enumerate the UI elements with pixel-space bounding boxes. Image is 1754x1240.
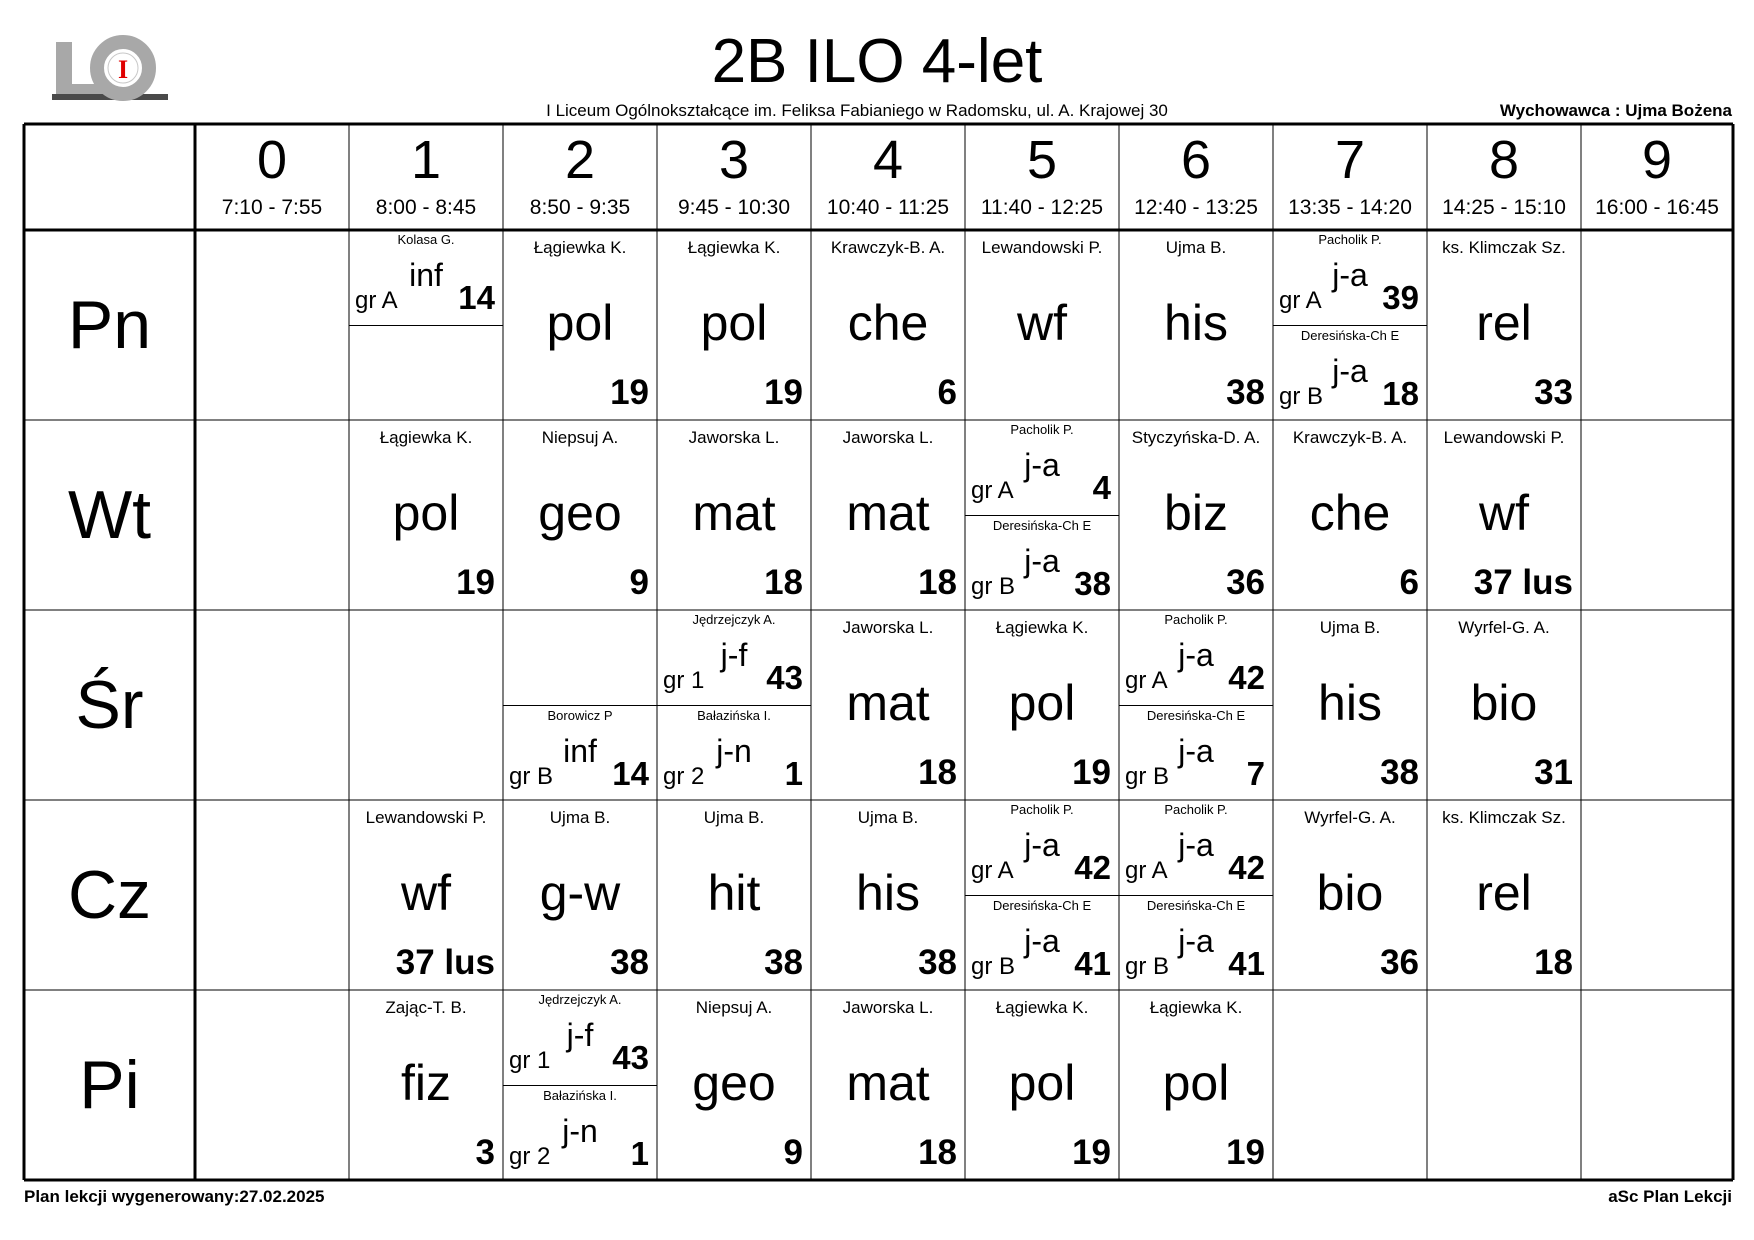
lesson-cell xyxy=(811,990,965,1180)
lesson-teacher: Jaworska L. xyxy=(688,428,780,447)
period-number: 4 xyxy=(872,130,904,190)
svg-text:I: I xyxy=(117,55,129,84)
lesson-subject: g-w xyxy=(539,865,621,921)
lesson-group: gr A xyxy=(1125,667,1168,694)
lesson-room: 31 xyxy=(1534,753,1573,792)
lesson-cell xyxy=(1273,610,1427,800)
lesson-group: gr A xyxy=(971,477,1014,504)
lesson-subject: inf xyxy=(409,257,443,293)
lesson-group: gr 1 xyxy=(509,1047,551,1074)
lesson-cell xyxy=(349,420,503,610)
lesson-subject: j-f xyxy=(566,1017,594,1053)
period-header xyxy=(1119,124,1273,230)
lesson-subject: pol xyxy=(700,295,768,351)
lesson-room: 18 xyxy=(918,1133,957,1172)
lesson-group: gr B xyxy=(1279,383,1324,410)
group-slot-bottom xyxy=(657,705,811,801)
lesson-group: gr A xyxy=(971,857,1014,884)
lesson-room: 19 xyxy=(456,563,495,602)
lesson-teacher: Pacholik P. xyxy=(1318,232,1382,247)
lesson-subject: hit xyxy=(707,865,761,921)
group-slot-top xyxy=(965,420,1119,515)
lesson-cell xyxy=(349,230,503,420)
day-label: Pn xyxy=(67,287,152,363)
period-time: 11:40 - 12:25 xyxy=(980,196,1104,219)
lesson-subject: geo xyxy=(692,1055,776,1111)
group-slot-top xyxy=(965,800,1119,895)
lesson-cell xyxy=(503,610,657,800)
group-slot-top xyxy=(349,230,503,325)
lesson-cell xyxy=(811,230,965,420)
lesson-cell xyxy=(965,420,1119,610)
lesson-subject: j-a xyxy=(1024,827,1060,863)
lesson-subject: j-a xyxy=(1332,353,1368,389)
lesson-cell xyxy=(1119,230,1273,420)
period-time: 12:40 - 13:25 xyxy=(1134,196,1258,219)
lesson-subject: j-a xyxy=(1178,733,1214,769)
lesson-room: 42 xyxy=(1228,849,1265,886)
lesson-group: gr B xyxy=(971,953,1016,980)
lesson-room: 18 xyxy=(918,563,957,602)
lesson-subject: pol xyxy=(546,295,614,351)
day-label-cell xyxy=(24,420,195,610)
lesson-teacher: Łągiewka K. xyxy=(533,238,627,257)
lesson-teacher: Lewandowski P. xyxy=(1443,428,1565,447)
lesson-teacher: Wyrfel-G. A. xyxy=(1304,808,1396,827)
lesson-teacher: Wyrfel-G. A. xyxy=(1458,618,1550,637)
period-number: 7 xyxy=(1334,130,1366,190)
lesson-cell xyxy=(657,990,811,1180)
lesson-room: 42 xyxy=(1074,849,1111,886)
lesson-cell xyxy=(1119,800,1273,990)
period-number: 3 xyxy=(718,130,750,190)
lesson-group: gr B xyxy=(509,763,554,790)
lesson-subject: rel xyxy=(1476,295,1532,351)
lesson-subject: mat xyxy=(692,485,776,541)
lesson-teacher: Łągiewka K. xyxy=(995,998,1089,1017)
lesson-cell xyxy=(1427,800,1581,990)
period-time: 10:40 - 11:25 xyxy=(826,196,950,219)
lesson-room: 41 xyxy=(1228,945,1265,982)
period-number: 2 xyxy=(564,130,596,190)
lesson-room: 7 xyxy=(1246,755,1265,792)
period-header xyxy=(349,124,503,230)
lesson-subject: j-n xyxy=(716,733,752,769)
period-header xyxy=(657,124,811,230)
page-title: 2B ILO 4-let xyxy=(711,27,1043,96)
lesson-group: gr A xyxy=(1125,857,1168,884)
lesson-teacher: Niepsuj A. xyxy=(695,998,773,1017)
day-label-cell xyxy=(24,800,195,990)
lesson-room: 38 xyxy=(610,943,649,982)
period-header xyxy=(503,124,657,230)
lesson-subject: his xyxy=(1318,675,1382,731)
lesson-cell xyxy=(657,230,811,420)
day-label-cell xyxy=(24,610,195,800)
lesson-teacher: Ujma B. xyxy=(703,808,765,827)
lesson-cell xyxy=(965,800,1119,990)
lesson-cell xyxy=(503,230,657,420)
lesson-cell xyxy=(1273,800,1427,990)
lesson-room: 19 xyxy=(610,373,649,412)
lesson-subject: wf xyxy=(1017,295,1067,351)
period-header xyxy=(195,124,349,230)
lesson-cell xyxy=(811,800,965,990)
lesson-teacher: Deresińska-Ch E xyxy=(1146,708,1246,723)
lesson-subject: pol xyxy=(1162,1055,1230,1111)
lesson-room: 38 xyxy=(1074,565,1111,602)
group-slot-bottom xyxy=(965,515,1119,611)
lesson-group: gr B xyxy=(1125,763,1170,790)
lesson-subject: fiz xyxy=(401,1055,451,1111)
lesson-room: 36 xyxy=(1226,563,1265,602)
lesson-teacher: Łągiewka K. xyxy=(379,428,473,447)
lesson-room: 14 xyxy=(612,755,649,792)
lesson-room: 1 xyxy=(630,1135,649,1172)
lesson-room: 38 xyxy=(1226,373,1265,412)
day-label-cell xyxy=(24,990,195,1180)
lesson-teacher: Deresińska-Ch E xyxy=(1146,898,1246,913)
lesson-subject: j-a xyxy=(1178,827,1214,863)
lesson-subject: j-a xyxy=(1024,447,1060,483)
lesson-subject: bio xyxy=(1470,675,1538,731)
lesson-subject: his xyxy=(856,865,920,921)
lesson-cell xyxy=(965,610,1119,800)
lesson-room: 38 xyxy=(918,943,957,982)
lesson-subject: bio xyxy=(1316,865,1384,921)
lesson-teacher: Pacholik P. xyxy=(1010,422,1074,437)
period-header xyxy=(1427,124,1581,230)
lesson-teacher: Ujma B. xyxy=(1165,238,1227,257)
group-slot-top xyxy=(1273,230,1427,325)
lesson-cell xyxy=(1427,610,1581,800)
lesson-room: 18 xyxy=(764,563,803,602)
lesson-subject: mat xyxy=(846,675,930,731)
lesson-room: 18 xyxy=(1382,375,1419,412)
lesson-teacher: Zając-T. B. xyxy=(385,998,467,1017)
lesson-room: 38 xyxy=(1380,753,1419,792)
lesson-subject: pol xyxy=(1008,1055,1076,1111)
group-slot-top xyxy=(1119,800,1273,895)
class-tutor: Wychowawca : Ujma Bożena xyxy=(1499,101,1732,120)
period-header xyxy=(965,124,1119,230)
lesson-group: gr 2 xyxy=(509,1143,551,1170)
lesson-teacher: Deresińska-Ch E xyxy=(992,518,1092,533)
lesson-subject: mat xyxy=(846,485,930,541)
group-slot-bottom xyxy=(349,325,503,421)
lesson-teacher: Kolasa G. xyxy=(397,232,455,247)
lesson-teacher: Lewandowski P. xyxy=(981,238,1103,257)
period-number: 0 xyxy=(256,130,288,190)
group-slot-bottom xyxy=(1119,705,1273,801)
lesson-teacher: ks. Klimczak Sz. xyxy=(1442,238,1566,257)
lesson-cell xyxy=(811,420,965,610)
period-time: 13:35 - 14:20 xyxy=(1288,196,1412,219)
lesson-cell xyxy=(965,990,1119,1180)
lesson-subject: che xyxy=(847,295,929,351)
group-slot-top xyxy=(503,610,657,705)
lesson-cell xyxy=(1273,420,1427,610)
period-number: 8 xyxy=(1488,130,1520,190)
lesson-subject: wf xyxy=(1479,485,1529,541)
group-slot-bottom xyxy=(965,895,1119,991)
period-time: 7:10 - 7:55 xyxy=(221,196,323,219)
lesson-room: 38 xyxy=(764,943,803,982)
lesson-teacher: Ujma B. xyxy=(857,808,919,827)
period-header xyxy=(1581,124,1733,230)
lesson-room: 39 xyxy=(1382,279,1419,316)
lesson-subject: his xyxy=(1164,295,1228,351)
lesson-teacher: Łągiewka K. xyxy=(687,238,781,257)
lesson-teacher: Jaworska L. xyxy=(842,998,934,1017)
lesson-subject: che xyxy=(1309,485,1391,541)
lesson-teacher: Krawczyk-B. A. xyxy=(1292,428,1408,447)
lesson-subject: inf xyxy=(563,733,597,769)
software-name: aSc Plan Lekcji xyxy=(1608,1187,1732,1206)
lesson-subject: j-a xyxy=(1178,923,1214,959)
day-label: Cz xyxy=(67,857,152,933)
lesson-room: 43 xyxy=(766,659,803,696)
lesson-cell xyxy=(1427,420,1581,610)
group-slot-bottom xyxy=(1119,895,1273,991)
period-time: 8:50 - 9:35 xyxy=(529,196,631,219)
lesson-teacher: Styczyńska-D. A. xyxy=(1131,428,1261,447)
lesson-subject: wf xyxy=(401,865,451,921)
lesson-subject: rel xyxy=(1476,865,1532,921)
lesson-cell xyxy=(349,990,503,1180)
lesson-teacher: Krawczyk-B. A. xyxy=(830,238,946,257)
lesson-teacher: Bałazińska I. xyxy=(543,1088,617,1103)
lesson-teacher: Łągiewka K. xyxy=(995,618,1089,637)
lesson-room: 14 xyxy=(458,279,495,316)
period-header xyxy=(811,124,965,230)
lesson-teacher: Bałazińska I. xyxy=(697,708,771,723)
lesson-room: 9 xyxy=(783,1133,803,1172)
lesson-room: 36 xyxy=(1380,943,1419,982)
lesson-subject: j-a xyxy=(1024,543,1060,579)
day-label: Pi xyxy=(79,1047,140,1123)
school-address: I Liceum Ogólnokształcące im. Feliksa Fabianiego w Radomsku, ul. A. Krajowej 30 xyxy=(546,101,1168,120)
lesson-teacher: Ujma B. xyxy=(1319,618,1381,637)
lesson-teacher: Jaworska L. xyxy=(842,618,934,637)
period-number: 6 xyxy=(1180,130,1212,190)
lesson-teacher: Lewandowski P. xyxy=(365,808,487,827)
group-slot-bottom xyxy=(1273,325,1427,421)
lesson-teacher: Deresińska-Ch E xyxy=(992,898,1092,913)
lesson-room: 18 xyxy=(918,753,957,792)
period-time: 8:00 - 8:45 xyxy=(375,196,477,219)
lesson-room: 37 lus xyxy=(395,943,495,982)
lesson-teacher: Jędrzejczyk A. xyxy=(538,992,622,1007)
lesson-cell xyxy=(503,420,657,610)
lesson-teacher: Pacholik P. xyxy=(1010,802,1074,817)
lesson-room: 6 xyxy=(937,373,957,412)
lesson-cell xyxy=(1119,610,1273,800)
lesson-subject: mat xyxy=(846,1055,930,1111)
lesson-cell xyxy=(503,800,657,990)
lesson-room: 42 xyxy=(1228,659,1265,696)
lesson-teacher: Jaworska L. xyxy=(842,428,934,447)
lesson-room: 37 lus xyxy=(1473,563,1573,602)
lesson-group: gr A xyxy=(1279,287,1322,314)
lesson-room: 33 xyxy=(1534,373,1573,412)
lesson-cell xyxy=(811,610,965,800)
lesson-subject: j-a xyxy=(1024,923,1060,959)
group-slot-top xyxy=(503,990,657,1085)
lesson-room: 19 xyxy=(1072,1133,1111,1172)
day-label: Śr xyxy=(75,667,144,743)
lesson-subject: j-a xyxy=(1332,257,1368,293)
lesson-room: 6 xyxy=(1399,563,1419,602)
lesson-subject: pol xyxy=(392,485,460,541)
lesson-teacher: Deresińska-Ch E xyxy=(1300,328,1400,343)
lesson-room: 19 xyxy=(1072,753,1111,792)
lesson-subject: j-f xyxy=(720,637,748,673)
lesson-teacher: Niepsuj A. xyxy=(541,428,619,447)
lesson-room: 41 xyxy=(1074,945,1111,982)
lesson-group: gr B xyxy=(971,573,1016,600)
lesson-room: 4 xyxy=(1092,469,1111,506)
lesson-cell xyxy=(657,610,811,800)
lesson-subject: geo xyxy=(538,485,622,541)
lesson-cell xyxy=(1273,230,1427,420)
period-time: 9:45 - 10:30 xyxy=(677,196,791,219)
period-header xyxy=(1273,124,1427,230)
lesson-cell xyxy=(503,990,657,1180)
lesson-room: 1 xyxy=(784,755,803,792)
lesson-cell xyxy=(349,800,503,990)
lesson-cell xyxy=(1119,420,1273,610)
lesson-group: gr 1 xyxy=(663,667,705,694)
lesson-room: 3 xyxy=(475,1133,495,1172)
lesson-teacher: Pacholik P. xyxy=(1164,612,1228,627)
lesson-subject: j-n xyxy=(562,1113,598,1149)
lesson-group: gr A xyxy=(355,287,398,314)
lesson-teacher: Ujma B. xyxy=(549,808,611,827)
group-slot-top xyxy=(1119,610,1273,705)
lesson-cell xyxy=(965,230,1119,420)
period-number: 1 xyxy=(410,130,442,190)
lesson-room: 9 xyxy=(629,563,649,602)
lesson-room: 19 xyxy=(1226,1133,1265,1172)
lesson-cell xyxy=(657,420,811,610)
lesson-cell xyxy=(1427,230,1581,420)
group-slot-bottom xyxy=(503,1085,657,1181)
lesson-teacher: Łągiewka K. xyxy=(1149,998,1243,1017)
lesson-subject: j-a xyxy=(1178,637,1214,673)
period-number: 9 xyxy=(1641,130,1673,190)
period-time: 16:00 - 16:45 xyxy=(1595,196,1719,219)
lesson-subject: biz xyxy=(1164,485,1228,541)
lesson-teacher: ks. Klimczak Sz. xyxy=(1442,808,1566,827)
lesson-group: gr 2 xyxy=(663,763,705,790)
lesson-cell xyxy=(1119,990,1273,1180)
lesson-subject: pol xyxy=(1008,675,1076,731)
day-label: Wt xyxy=(67,477,152,553)
day-label-cell xyxy=(24,230,195,420)
period-time: 14:25 - 15:10 xyxy=(1442,196,1566,219)
lesson-teacher: Jędrzejczyk A. xyxy=(692,612,776,627)
group-slot-bottom xyxy=(503,705,657,801)
group-slot-top xyxy=(657,610,811,705)
lesson-room: 19 xyxy=(764,373,803,412)
lesson-teacher: Borowicz P xyxy=(547,708,613,723)
lesson-cell xyxy=(657,800,811,990)
lesson-room: 18 xyxy=(1534,943,1573,982)
period-number: 5 xyxy=(1026,130,1058,190)
lesson-room: 43 xyxy=(612,1039,649,1076)
lesson-group: gr B xyxy=(1125,953,1170,980)
generated-date: Plan lekcji wygenerowany:27.02.2025 xyxy=(24,1187,325,1206)
lesson-teacher: Pacholik P. xyxy=(1164,802,1228,817)
